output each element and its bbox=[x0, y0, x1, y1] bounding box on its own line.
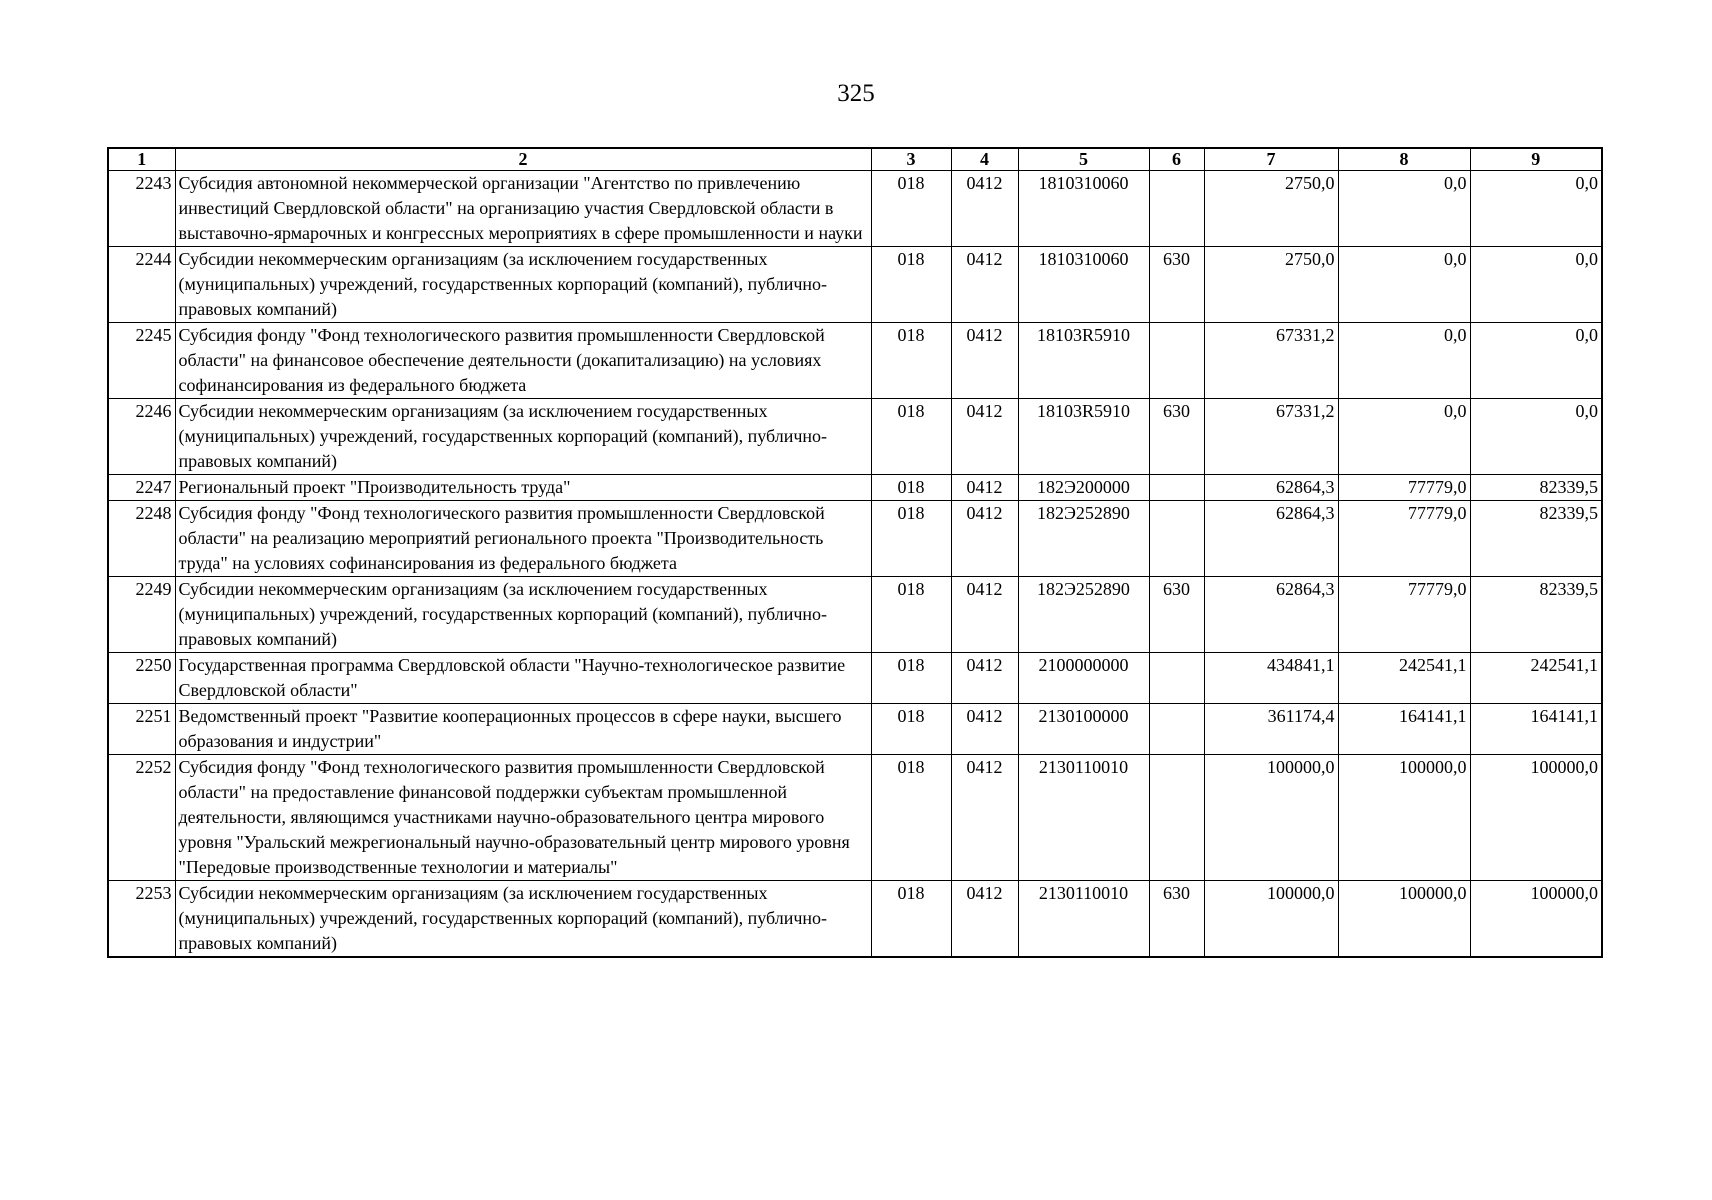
target-article-code: 2130100000 bbox=[1018, 704, 1149, 755]
row-number: 2246 bbox=[108, 399, 175, 475]
column-header: 2 bbox=[175, 148, 871, 171]
expense-type-code bbox=[1149, 323, 1204, 399]
ministry-code: 018 bbox=[871, 399, 951, 475]
section-code: 0412 bbox=[951, 247, 1018, 323]
amount-col8: 0,0 bbox=[1338, 399, 1470, 475]
target-article-code: 2100000000 bbox=[1018, 653, 1149, 704]
section-code: 0412 bbox=[951, 399, 1018, 475]
expense-type-code bbox=[1149, 171, 1204, 247]
table-row bbox=[108, 881, 1602, 958]
ministry-code: 018 bbox=[871, 475, 951, 501]
target-article-code: 2130110010 bbox=[1018, 755, 1149, 881]
amount-col9: 0,0 bbox=[1470, 171, 1602, 247]
target-article-code: 182Э252890 bbox=[1018, 577, 1149, 653]
row-description: Субсидии некоммерческим организациям (за исключением государственных (муниципальных) учреждений, государственных корпораций (компаний), публично-правовых компаний) bbox=[175, 881, 871, 958]
amount-col8: 77779,0 bbox=[1338, 577, 1470, 653]
amount-col8: 100000,0 bbox=[1338, 881, 1470, 958]
amount-col7: 434841,1 bbox=[1204, 653, 1338, 704]
row-number: 2253 bbox=[108, 881, 175, 958]
target-article-code: 2130110010 bbox=[1018, 881, 1149, 958]
target-article-code: 18103R5910 bbox=[1018, 399, 1149, 475]
row-number: 2252 bbox=[108, 755, 175, 881]
amount-col9: 0,0 bbox=[1470, 323, 1602, 399]
expense-type-code bbox=[1149, 653, 1204, 704]
row-number: 2247 bbox=[108, 475, 175, 501]
expense-type-code bbox=[1149, 755, 1204, 881]
amount-col7: 361174,4 bbox=[1204, 704, 1338, 755]
amount-col8: 242541,1 bbox=[1338, 653, 1470, 704]
row-description: Субсидия фонду "Фонд технологического развития промышленности Свердловской области" на реализацию мероприятий регионального проекта "Производительность труда" на условиях софинансирования из федерального бюджета bbox=[175, 501, 871, 577]
table-row bbox=[108, 247, 1602, 323]
row-number: 2250 bbox=[108, 653, 175, 704]
amount-col9: 164141,1 bbox=[1470, 704, 1602, 755]
row-description: Субсидия фонду "Фонд технологического развития промышленности Свердловской области" на предоставление финансовой поддержки субъектам промышленной деятельности, являющимся участниками научно-образовательного центра мирового уровня "Уральский межрегиональный научно-образовательный центр мирового уровня "Передовые производственные технологии и материалы" bbox=[175, 755, 871, 881]
expense-type-code: 630 bbox=[1149, 247, 1204, 323]
row-number: 2251 bbox=[108, 704, 175, 755]
target-article-code: 1810310060 bbox=[1018, 171, 1149, 247]
amount-col7: 67331,2 bbox=[1204, 323, 1338, 399]
target-article-code: 182Э252890 bbox=[1018, 501, 1149, 577]
row-number: 2243 bbox=[108, 171, 175, 247]
row-number: 2249 bbox=[108, 577, 175, 653]
table-row bbox=[108, 501, 1602, 577]
column-header: 8 bbox=[1338, 148, 1470, 171]
amount-col9: 82339,5 bbox=[1470, 501, 1602, 577]
amount-col8: 100000,0 bbox=[1338, 755, 1470, 881]
amount-col8: 0,0 bbox=[1338, 323, 1470, 399]
amount-col9: 82339,5 bbox=[1470, 577, 1602, 653]
ministry-code: 018 bbox=[871, 323, 951, 399]
expense-type-code: 630 bbox=[1149, 399, 1204, 475]
ministry-code: 018 bbox=[871, 171, 951, 247]
table-row bbox=[108, 577, 1602, 653]
column-header: 7 bbox=[1204, 148, 1338, 171]
table-row bbox=[108, 704, 1602, 755]
row-description: Государственная программа Свердловской области "Научно-технологическое развитие Свердловской области" bbox=[175, 653, 871, 704]
budget-table bbox=[107, 147, 1603, 958]
row-description: Субсидия фонду "Фонд технологического развития промышленности Свердловской области" на финансовое обеспечение деятельности (докапитализацию) на условиях софинансирования из федерального бюджета bbox=[175, 323, 871, 399]
section-code: 0412 bbox=[951, 475, 1018, 501]
amount-col9: 100000,0 bbox=[1470, 755, 1602, 881]
row-description: Ведомственный проект "Развитие кооперационных процессов в сфере науки, высшего образования и индустрии" bbox=[175, 704, 871, 755]
row-description: Субсидии некоммерческим организациям (за исключением государственных (муниципальных) учреждений, государственных корпораций (компаний), публично-правовых компаний) bbox=[175, 577, 871, 653]
header-row bbox=[108, 148, 1602, 171]
expense-type-code: 630 bbox=[1149, 881, 1204, 958]
amount-col7: 2750,0 bbox=[1204, 247, 1338, 323]
table-row bbox=[108, 399, 1602, 475]
amount-col8: 77779,0 bbox=[1338, 501, 1470, 577]
amount-col7: 2750,0 bbox=[1204, 171, 1338, 247]
amount-col8: 77779,0 bbox=[1338, 475, 1470, 501]
column-header: 4 bbox=[951, 148, 1018, 171]
ministry-code: 018 bbox=[871, 881, 951, 958]
ministry-code: 018 bbox=[871, 501, 951, 577]
amount-col9: 242541,1 bbox=[1470, 653, 1602, 704]
amount-col7: 62864,3 bbox=[1204, 501, 1338, 577]
ministry-code: 018 bbox=[871, 755, 951, 881]
amount-col9: 0,0 bbox=[1470, 399, 1602, 475]
row-description: Субсидии некоммерческим организациям (за исключением государственных (муниципальных) учреждений, государственных корпораций (компаний), публично-правовых компаний) bbox=[175, 247, 871, 323]
section-code: 0412 bbox=[951, 171, 1018, 247]
amount-col9: 100000,0 bbox=[1470, 881, 1602, 958]
expense-type-code: 630 bbox=[1149, 577, 1204, 653]
column-header: 3 bbox=[871, 148, 951, 171]
amount-col8: 164141,1 bbox=[1338, 704, 1470, 755]
section-code: 0412 bbox=[951, 501, 1018, 577]
amount-col7: 100000,0 bbox=[1204, 755, 1338, 881]
section-code: 0412 bbox=[951, 881, 1018, 958]
table-row bbox=[108, 653, 1602, 704]
amount-col7: 100000,0 bbox=[1204, 881, 1338, 958]
table-row bbox=[108, 755, 1602, 881]
ministry-code: 018 bbox=[871, 704, 951, 755]
expense-type-code bbox=[1149, 501, 1204, 577]
amount-col9: 82339,5 bbox=[1470, 475, 1602, 501]
row-description: Субсидии некоммерческим организациям (за исключением государственных (муниципальных) учреждений, государственных корпораций (компаний), публично-правовых компаний) bbox=[175, 399, 871, 475]
ministry-code: 018 bbox=[871, 653, 951, 704]
column-header: 1 bbox=[108, 148, 175, 171]
column-header: 5 bbox=[1018, 148, 1149, 171]
page-number: 325 bbox=[837, 80, 875, 107]
section-code: 0412 bbox=[951, 704, 1018, 755]
target-article-code: 182Э200000 bbox=[1018, 475, 1149, 501]
amount-col8: 0,0 bbox=[1338, 171, 1470, 247]
amount-col7: 62864,3 bbox=[1204, 475, 1338, 501]
ministry-code: 018 bbox=[871, 577, 951, 653]
expense-type-code bbox=[1149, 704, 1204, 755]
table-row bbox=[108, 475, 1602, 501]
section-code: 0412 bbox=[951, 577, 1018, 653]
row-description: Субсидия автономной некоммерческой организации "Агентство по привлечению инвестиций Свердловской области" на организацию участия Свердловской области в выставочно-ярмарочных и конгрессных мероприятиях в сфере промышленности и науки bbox=[175, 171, 871, 247]
row-number: 2245 bbox=[108, 323, 175, 399]
target-article-code: 18103R5910 bbox=[1018, 323, 1149, 399]
amount-col8: 0,0 bbox=[1338, 247, 1470, 323]
table-row bbox=[108, 171, 1602, 247]
row-number: 2244 bbox=[108, 247, 175, 323]
section-code: 0412 bbox=[951, 653, 1018, 704]
row-description: Региональный проект "Производительность труда" bbox=[175, 475, 871, 501]
row-number: 2248 bbox=[108, 501, 175, 577]
amount-col9: 0,0 bbox=[1470, 247, 1602, 323]
column-header: 6 bbox=[1149, 148, 1204, 171]
table-row bbox=[108, 323, 1602, 399]
ministry-code: 018 bbox=[871, 247, 951, 323]
column-header: 9 bbox=[1470, 148, 1602, 171]
target-article-code: 1810310060 bbox=[1018, 247, 1149, 323]
amount-col7: 67331,2 bbox=[1204, 399, 1338, 475]
amount-col7: 62864,3 bbox=[1204, 577, 1338, 653]
expense-type-code bbox=[1149, 475, 1204, 501]
section-code: 0412 bbox=[951, 323, 1018, 399]
section-code: 0412 bbox=[951, 755, 1018, 881]
